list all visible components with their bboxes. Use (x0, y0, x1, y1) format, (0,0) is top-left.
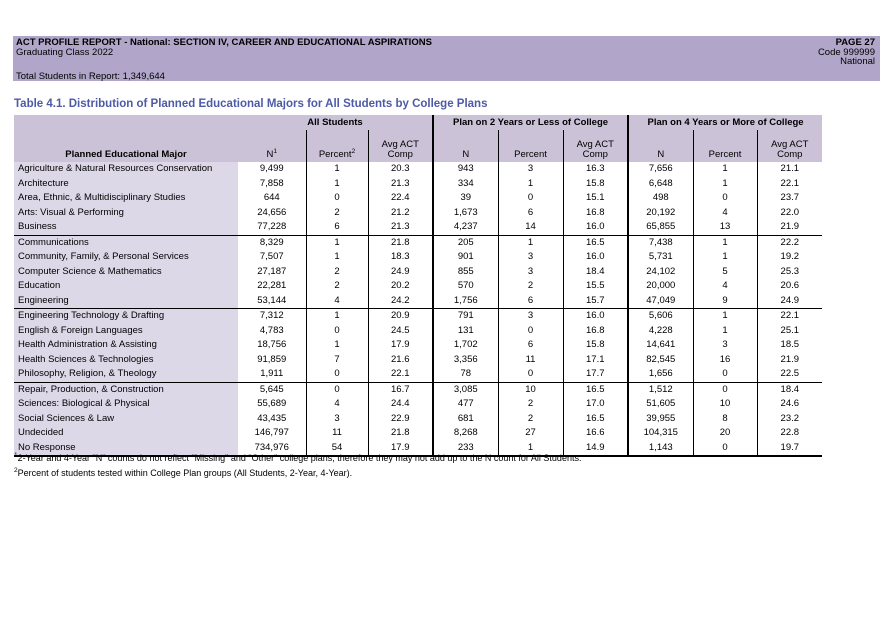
value-cell: 51,605 (628, 397, 693, 412)
table-row (14, 162, 822, 177)
value-cell: 1 (306, 235, 368, 250)
table-row (14, 250, 822, 265)
footnote-text: Percent of students tested within College Plan groups (All Students, 2-Year, 4-Year). (17, 468, 353, 478)
footnote-marker: 1 (14, 452, 18, 459)
value-cell: 39 (433, 191, 498, 206)
value-cell: 8,329 (259, 236, 284, 248)
value-cell: 4,237 (433, 220, 498, 235)
group-header-all-students: All Students (238, 115, 433, 130)
column-header-percent: Percent$^2$ (306, 130, 368, 162)
value-cell: 13 (693, 220, 757, 235)
value-cell: 1 (306, 177, 368, 192)
value-cell: 855 (433, 265, 498, 280)
value-cell: 22.1 (757, 309, 822, 324)
value-cell: 3,356 (433, 353, 498, 368)
column-header-avg-act: Avg ACT Comp (563, 130, 628, 162)
value-cell: 6,648 (628, 177, 693, 192)
value-cell: 22.8 (757, 426, 822, 441)
major-cell: Business (14, 220, 238, 235)
value-cell: 1,756 (433, 294, 498, 309)
value-cell: 7,656 (628, 162, 693, 177)
value-cell: 24.6 (757, 397, 822, 412)
value-cell: 24.5 (368, 324, 433, 339)
column-header-n: N (628, 130, 693, 162)
value-cell: 0 (693, 441, 757, 457)
value-cell: 82,545 (628, 353, 693, 368)
value-cell: 570 (433, 279, 498, 294)
value-cell: 334 (433, 177, 498, 192)
value-cell: 5,731 (628, 250, 693, 265)
table-title: Table 4.1. Distribution of Planned Educational Majors for All Students by College Plans (14, 98, 488, 110)
value-cell: 1 (693, 235, 757, 250)
value-cell: 77,228 (238, 220, 306, 235)
value-cell: 18.3 (368, 250, 433, 265)
value-cell: 5,606 (628, 309, 693, 324)
major-cell: Philosophy, Religion, & Theology (14, 367, 238, 382)
value-cell: 3 (306, 412, 368, 427)
value-cell: 1,656 (628, 367, 693, 382)
total-students: Total Students in Report: 1,349,644 (16, 70, 165, 82)
value-cell: 6 (498, 338, 563, 353)
value-cell: 1 (306, 162, 368, 177)
value-cell: 146,797 (254, 427, 289, 438)
value-cell: 16.5 (563, 412, 628, 427)
column-header-percent: Percent (498, 130, 563, 162)
value-cell: 15.5 (563, 279, 628, 294)
value-cell: 1,702 (433, 338, 498, 353)
value-cell: 20.9 (368, 309, 433, 324)
group-header-2year: Plan on 2 Years or Less of College (433, 115, 628, 130)
value-cell: 4 (693, 206, 757, 221)
table-body (14, 162, 822, 456)
value-cell: 16.8 (563, 324, 628, 339)
major-cell: Computer Science & Mathematics (14, 265, 238, 280)
value-cell: 205 (433, 235, 498, 250)
value-cell: 0 (693, 367, 757, 382)
value-cell: 1 (306, 250, 368, 265)
value-cell: 20.3 (368, 162, 433, 177)
value-cell: 0 (693, 382, 757, 397)
value-cell: 1,673 (433, 206, 498, 221)
table-row (14, 294, 822, 309)
value-cell: 22.5 (757, 367, 822, 382)
value-cell: 24.2 (368, 294, 433, 309)
value-cell: 15.7 (563, 294, 628, 309)
major-cell: English & Foreign Languages (14, 324, 238, 339)
value-cell: 16.0 (563, 250, 628, 265)
value-cell: 16.5 (563, 382, 628, 397)
value-cell: 4 (306, 294, 368, 309)
value-cell: 19.7 (757, 441, 822, 457)
value-cell: 0 (498, 324, 563, 339)
value-cell: 1 (693, 324, 757, 339)
value-cell: 24.9 (368, 265, 433, 280)
value-cell: 21.3 (368, 177, 433, 192)
value-cell: 16 (693, 353, 757, 368)
value-cell: 8 (693, 412, 757, 427)
value-cell: 19.2 (757, 250, 822, 265)
value-cell: 1 (498, 235, 563, 250)
value-cell: 4 (306, 397, 368, 412)
major-cell: Architecture (14, 177, 238, 192)
table-row (14, 324, 822, 339)
value-cell: 3,085 (433, 382, 498, 397)
value-cell: 78 (433, 367, 498, 382)
header-band (13, 36, 880, 81)
value-cell: 20,192 (628, 206, 693, 221)
major-cell: Agriculture & Natural Resources Conservation (14, 162, 238, 177)
header-line-3 (16, 57, 875, 67)
value-cell: 21.1 (757, 162, 822, 177)
majors-table (14, 115, 822, 457)
value-cell: 1 (693, 309, 757, 324)
major-cell: Engineering Technology & Drafting (14, 309, 238, 324)
value-cell: 0 (498, 191, 563, 206)
value-cell: 91,859 (257, 353, 287, 365)
value-cell: 3 (498, 162, 563, 177)
value-cell: 21.2 (368, 206, 433, 221)
value-cell: 20.2 (368, 279, 433, 294)
value-cell: 6 (498, 294, 563, 309)
group-header-4year: Plan on 4 Years or More of College (628, 115, 822, 130)
value-cell: 1 (693, 250, 757, 265)
value-cell: 0 (306, 191, 368, 206)
column-header-percent: Percent (693, 130, 757, 162)
value-cell: 7,312 (259, 310, 284, 321)
value-cell: 15.1 (563, 191, 628, 206)
value-cell: 1,911 (238, 367, 306, 382)
value-cell: 15.8 (563, 338, 628, 353)
value-cell: 55,689 (257, 398, 287, 409)
value-cell: 18.4 (563, 265, 628, 280)
value-cell: 22.1 (368, 367, 433, 382)
group-header-row (14, 115, 822, 130)
value-cell: 18.4 (757, 382, 822, 397)
table-row (14, 265, 822, 280)
major-cell: Health Administration & Assisting (14, 338, 238, 353)
value-cell: 477 (433, 397, 498, 412)
value-cell: 47,049 (628, 294, 693, 309)
major-cell: Community, Family, & Personal Services (14, 250, 238, 265)
value-cell: 14.9 (563, 441, 628, 457)
value-cell: 23.2 (757, 412, 822, 427)
value-cell: 21.8 (368, 235, 433, 250)
value-cell: 644 (263, 192, 280, 203)
value-cell: 21.8 (368, 426, 433, 441)
column-header-n: N (433, 130, 498, 162)
value-cell: 233 (433, 441, 498, 457)
value-cell: 65,855 (628, 220, 693, 235)
major-column-header: Planned Educational Major (14, 115, 238, 162)
table-row (14, 367, 822, 382)
value-cell: 23.7 (757, 191, 822, 206)
value-cell: 3 (693, 338, 757, 353)
value-cell: 3 (498, 250, 563, 265)
value-cell: 4,783 (259, 324, 284, 336)
value-cell: 7 (306, 353, 368, 368)
value-cell: 131 (433, 324, 498, 339)
footnote-text: 2-Year and 4-Year "N" counts do not reflect "Missing" and "Other" college plans, therefore they may not add up to the N count for All Students. (17, 453, 582, 463)
footnote (14, 466, 581, 481)
page-number: PAGE 27 (835, 37, 875, 48)
major-cell: Health Sciences & Technologies (14, 353, 238, 368)
value-cell: 7,858 (259, 177, 284, 189)
table-row (14, 177, 822, 192)
value-cell: 39,955 (628, 412, 693, 427)
value-cell: 498 (628, 191, 693, 206)
header-line-2 (16, 48, 875, 58)
value-cell: 2 (498, 279, 563, 294)
footnote-marker: 1 (273, 147, 277, 155)
value-cell: 43,435 (257, 412, 287, 424)
value-cell: 18,756 (257, 339, 287, 350)
value-cell: 9,499 (259, 163, 284, 174)
value-cell: 6 (306, 220, 368, 235)
value-cell: 8,268 (433, 426, 498, 441)
value-cell: 16.6 (563, 426, 628, 441)
value-cell: 901 (433, 250, 498, 265)
value-cell: 10 (498, 382, 563, 397)
value-cell: 1 (498, 441, 563, 457)
value-cell: 4,228 (628, 324, 693, 339)
value-cell: 104,315 (628, 426, 693, 441)
column-header-avg-act: Avg ACT Comp (757, 130, 822, 162)
value-cell: 681 (433, 412, 498, 427)
value-cell: 20 (693, 426, 757, 441)
major-cell: Social Sciences & Law (14, 412, 238, 427)
value-cell: 27,187 (257, 265, 287, 277)
value-cell: 0 (306, 382, 368, 397)
value-cell: 17.9 (368, 441, 433, 457)
value-cell: 1 (306, 309, 368, 324)
value-cell: 16.0 (563, 309, 628, 324)
value-cell: 16.3 (563, 162, 628, 177)
value-cell: 53,144 (238, 294, 306, 309)
table-row (14, 309, 822, 324)
value-cell: 21.3 (368, 220, 433, 235)
value-cell: 17.9 (368, 338, 433, 353)
value-cell: 1 (693, 177, 757, 192)
value-cell: 10 (693, 397, 757, 412)
footnote (14, 451, 581, 466)
value-cell: 1 (306, 338, 368, 353)
column-header-n: $N^1$ (238, 130, 306, 162)
value-cell: 17.7 (563, 367, 628, 382)
value-cell: 14,641 (628, 338, 693, 353)
value-cell: 943 (433, 162, 498, 177)
table-row (14, 353, 822, 368)
value-cell: 16.0 (563, 220, 628, 235)
table-row (14, 279, 822, 294)
major-cell: Arts: Visual & Performing (14, 206, 238, 221)
value-cell: 0 (498, 367, 563, 382)
value-cell: 21.9 (757, 353, 822, 368)
value-cell: 22.0 (757, 206, 822, 221)
value-cell: 1,512 (628, 382, 693, 397)
table-row (14, 235, 822, 250)
major-cell: Undecided (14, 426, 238, 441)
value-cell: 18.5 (757, 338, 822, 353)
value-cell: 14 (498, 220, 563, 235)
value-cell: 5,645 (259, 383, 284, 395)
value-cell: 9 (693, 294, 757, 309)
value-cell: 2 (306, 206, 368, 221)
value-cell: 4 (693, 279, 757, 294)
report-code: Code 999999 (817, 46, 875, 58)
value-cell: 25.1 (757, 324, 822, 339)
value-cell: 7,507 (259, 251, 284, 262)
value-cell: 22.2 (757, 235, 822, 250)
report-title: ACT PROFILE REPORT - National: SECTION IV, CAREER AND EDUCATIONAL ASPIRATIONS (16, 37, 432, 48)
value-cell: 17.0 (563, 397, 628, 412)
value-cell: 0 (306, 324, 368, 339)
value-cell: 20,000 (628, 279, 693, 294)
value-cell: 22.9 (368, 412, 433, 427)
value-cell: 2 (498, 412, 563, 427)
major-cell: Communications (14, 235, 238, 250)
value-cell: 20.6 (757, 279, 822, 294)
table-row (14, 206, 822, 221)
value-cell: 16.8 (563, 206, 628, 221)
value-cell: 24.9 (757, 294, 822, 309)
value-cell: 11 (306, 426, 368, 441)
value-cell: 2 (306, 265, 368, 280)
major-cell: Repair, Production, & Construction (14, 382, 238, 397)
table-row (14, 397, 822, 412)
value-cell: 1,143 (628, 441, 693, 457)
value-cell: 3 (498, 309, 563, 324)
value-cell: 54 (306, 441, 368, 457)
value-cell: 24.4 (368, 397, 433, 412)
value-cell: 791 (433, 309, 498, 324)
value-cell: 27 (498, 426, 563, 441)
major-cell: No Response (14, 441, 238, 457)
value-cell: 0 (693, 191, 757, 206)
value-cell: 2 (498, 397, 563, 412)
value-cell: 1 (498, 177, 563, 192)
value-cell: 16.7 (368, 382, 433, 397)
major-cell: Engineering (14, 294, 238, 309)
value-cell: 7,438 (628, 235, 693, 250)
value-cell: 0 (306, 367, 368, 382)
footnote-marker: 2 (14, 467, 18, 474)
value-cell: 21.9 (757, 220, 822, 235)
value-cell: 11 (498, 353, 563, 368)
major-cell: Sciences: Biological & Physical (14, 397, 238, 412)
value-cell: 17.1 (563, 353, 628, 368)
value-cell: 3 (498, 265, 563, 280)
value-cell: 1 (693, 162, 757, 177)
value-cell: 734,976 (238, 441, 306, 457)
region-label: National (840, 56, 875, 67)
table-row (14, 412, 822, 427)
major-cell: Area, Ethnic, & Multidisciplinary Studies (14, 191, 238, 206)
value-cell: 24,102 (628, 265, 693, 280)
major-cell: Education (14, 279, 238, 294)
value-cell: 21.6 (368, 353, 433, 368)
value-cell: 6 (498, 206, 563, 221)
table-row (14, 191, 822, 206)
value-cell: 22,281 (257, 280, 287, 291)
table-row (14, 338, 822, 353)
column-header-avg-act: Avg ACT Comp (368, 130, 433, 162)
value-cell: 5 (693, 265, 757, 280)
value-cell: 25.3 (757, 265, 822, 280)
value-cell: 16.5 (563, 235, 628, 250)
value-cell: 22.1 (757, 177, 822, 192)
graduating-class: Graduating Class 2022 (16, 46, 114, 58)
footnote-marker: 2 (351, 147, 356, 155)
table-row (14, 220, 822, 235)
header-line-1 (16, 38, 875, 48)
footnotes (14, 451, 581, 481)
value-cell: 24,656 (257, 206, 287, 218)
table-row (14, 382, 822, 397)
value-cell: 15.8 (563, 177, 628, 192)
value-cell: 22.4 (368, 191, 433, 206)
value-cell: 2 (306, 279, 368, 294)
table-row (14, 426, 822, 441)
